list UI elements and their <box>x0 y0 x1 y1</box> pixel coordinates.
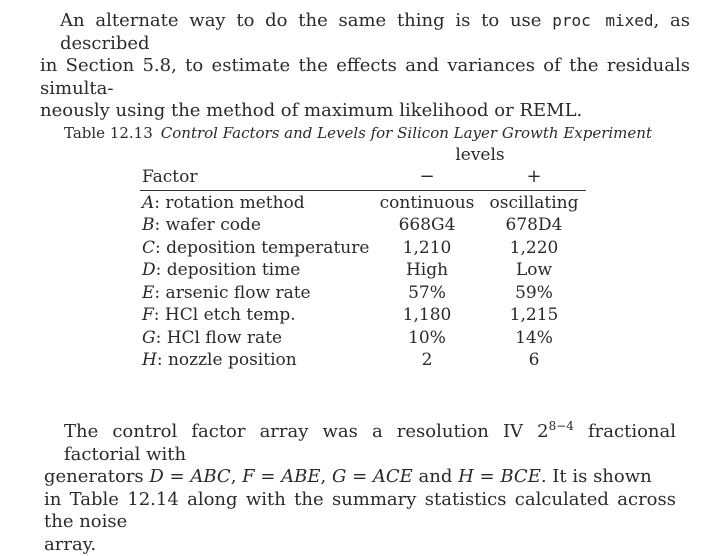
fraction-notation: $2^{8-4}$ <box>537 421 574 442</box>
plus-level-cell: oscillating <box>482 192 586 215</box>
generator-g: G = ACE <box>332 466 413 487</box>
code-proc-mixed: proc mixed <box>552 11 653 30</box>
factor-letter: F <box>142 305 154 325</box>
minus-level-cell: 2 <box>374 349 480 372</box>
factor-header: Factor <box>142 166 198 189</box>
closing-line-4: array. <box>44 534 676 556</box>
minus-level-cell: continuous <box>374 192 480 215</box>
intro-line-3: neously using the method of maximum likelihood or REML. <box>40 100 690 123</box>
plus-level-cell: 59% <box>482 282 586 305</box>
generator-h: H = BCE <box>458 466 541 487</box>
table-row <box>140 327 586 350</box>
table-row <box>140 349 586 372</box>
intro-text: , as described <box>60 10 690 54</box>
factor-name: : nozzle position <box>157 350 297 370</box>
column-header-row <box>140 166 586 189</box>
factor-letter: B <box>142 215 155 235</box>
plus-level-cell: 14% <box>482 327 586 350</box>
factor-name: : deposition time <box>156 260 301 280</box>
table-row <box>140 214 586 237</box>
table-body <box>140 192 586 372</box>
intro-line-2: in Section 5.8, to estimate the effects and variances of the residuals simulta- <box>40 55 690 100</box>
factor-cell <box>142 327 282 350</box>
factor-name: : arsenic flow rate <box>154 283 310 303</box>
generator-d: D = ABC <box>149 466 230 487</box>
factor-letter: E <box>142 283 154 303</box>
factor-name: : wafer code <box>155 215 261 235</box>
generator-f: F = ABE <box>242 466 320 487</box>
factor-name: : HCl etch temp. <box>154 305 296 325</box>
intro-line-1 <box>40 10 690 55</box>
table-row <box>140 282 586 305</box>
factor-name: : HCl flow rate <box>156 328 283 348</box>
minus-level-cell: 1,180 <box>374 304 480 327</box>
factor-name: : deposition temperature <box>155 238 369 258</box>
plus-level-cell: 678D4 <box>482 214 586 237</box>
table-row <box>140 192 586 215</box>
table-number: Table 12.13 <box>64 124 153 142</box>
minus-level-cell: 1,210 <box>374 237 480 260</box>
intro-text: An alternate way to do the same thing is to use <box>60 10 552 31</box>
factor-letter: C <box>142 238 155 258</box>
plus-level-cell: 1,215 <box>482 304 586 327</box>
levels-header: levels <box>374 144 586 166</box>
minus-level-cell: 10% <box>374 327 480 350</box>
factor-letter: H <box>142 350 157 370</box>
closing-paragraph <box>44 415 676 556</box>
factor-letter: A <box>142 193 154 213</box>
factor-cell <box>142 349 297 372</box>
closing-line-2: generators D = ABC, F = ABE, G = ACE and H = BCE. It is shown <box>44 466 676 489</box>
factor-cell <box>142 192 305 215</box>
factor-name: : rotation method <box>154 193 304 213</box>
table-caption-text: Control Factors and Levels for Silicon Layer Growth Experiment <box>161 124 652 142</box>
header-rule <box>140 190 586 191</box>
factor-cell <box>142 259 300 282</box>
minus-level-cell: High <box>374 259 480 282</box>
factor-cell <box>142 304 296 327</box>
table-row <box>140 304 586 327</box>
factor-letter: D <box>142 260 156 280</box>
factor-cell <box>142 282 311 305</box>
factor-letter: G <box>142 328 156 348</box>
factor-cell <box>142 214 261 237</box>
closing-line-1: The control factor array was a resolution IV $2^{8-4}$ fractional factorial with <box>44 415 676 466</box>
intro-paragraph <box>40 10 690 123</box>
table-caption <box>64 124 664 142</box>
plus-level-cell: 6 <box>482 349 586 372</box>
levels-header-row <box>140 144 586 166</box>
closing-line-3: in Table 12.14 along with the summary statistics calculated across the noise <box>44 489 676 534</box>
factor-cell <box>142 237 369 260</box>
plus-level-header: + <box>482 166 586 189</box>
factor-levels-table <box>140 144 586 372</box>
plus-level-cell: 1,220 <box>482 237 586 260</box>
minus-level-cell: 57% <box>374 282 480 305</box>
plus-level-cell: Low <box>482 259 586 282</box>
table-row <box>140 237 586 260</box>
minus-level-cell: 668G4 <box>374 214 480 237</box>
table-row <box>140 259 586 282</box>
minus-level-header: − <box>374 166 480 189</box>
